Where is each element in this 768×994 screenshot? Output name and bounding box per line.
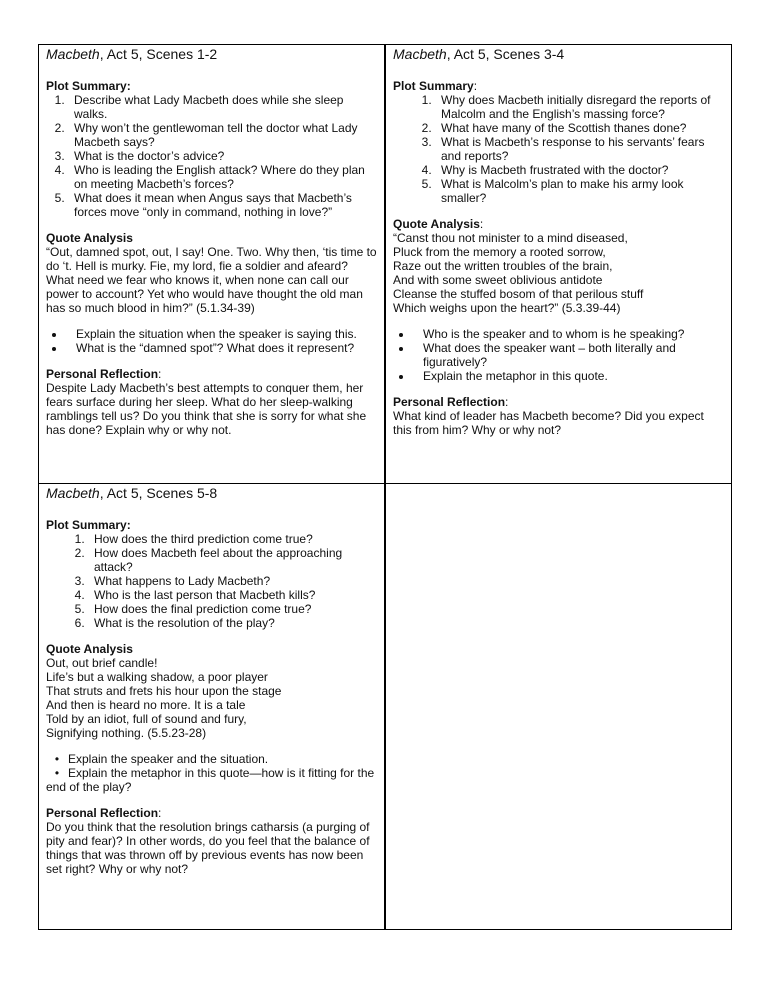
quote-text	[46, 656, 377, 740]
cell-title: Macbeth, Act 5, Scenes 5-8	[46, 485, 218, 501]
reflection-text: Do you think that the resolution brings catharsis (a purging of pity and fear)? In other words, do you feel that the balance of things that was thrown off by previous events has now been set right? Why or why not?	[46, 820, 370, 876]
plot-questions	[46, 93, 377, 219]
list-item: • Explain the metaphor in this quote.	[413, 369, 724, 383]
personal-reflection-heading: Personal Reflection:	[46, 367, 162, 381]
bullet-icon: •	[54, 752, 60, 766]
quote-line: Which weighs upon the heart?” (5.3.39-44)	[393, 301, 621, 315]
plot-summary-heading: Plot Summary:	[46, 79, 131, 93]
quote-text	[393, 231, 724, 315]
quote-line: “Canst thou not minister to a mind diseased,	[393, 231, 628, 245]
plot-questions	[46, 532, 377, 630]
quote-text: “Out, damned spot, out, I say! One. Two. Why then, ‘tis time to do ‘t. Hell is murky. Fie, my lord, fie a soldier and afeard? What need we fear who knows it, when none can call our power to account? Yet who would have thought the old man has so much blood in him?” (5.1.34-39)	[46, 245, 377, 315]
plot-summary-heading: Plot Summary:	[393, 79, 478, 93]
quote-line: Raze out the written troubles of the brain,	[393, 259, 613, 273]
personal-reflection-heading: Personal Reflection:	[393, 395, 509, 409]
list-item: • Explain the metaphor in this quote—how is it fitting for the end of the play?	[46, 766, 375, 794]
list-item: • Explain the situation when the speaker is saying this.	[66, 327, 377, 341]
list-item: 3. What happens to Lady Macbeth?	[88, 574, 377, 588]
list-item: 4. Who is leading the English attack? Where do they plan on meeting Macbeth’s forces?	[68, 163, 377, 191]
list-item: 2. Why won’t the gentlewoman tell the doctor what Lady Macbeth says?	[68, 121, 377, 149]
bullet-icon: •	[54, 766, 60, 780]
list-item: 1. Why does Macbeth initially disregard the reports of Malcolm and the English’s massing force?	[435, 93, 724, 121]
quote-analysis-heading: Quote Analysis	[46, 642, 133, 656]
cell-scenes-3-4	[385, 45, 732, 484]
cell-title: Macbeth, Act 5, Scenes 1-2	[46, 46, 218, 62]
quote-line: Out, out brief candle!	[46, 656, 158, 670]
quote-line: That struts and frets his hour upon the stage	[46, 684, 282, 698]
list-item: 5. What is Malcolm’s plan to make his army look smaller?	[435, 177, 724, 205]
empty-cell	[385, 484, 732, 930]
cell-title: Macbeth, Act 5, Scenes 3-4	[393, 46, 565, 62]
list-item: 6. What is the resolution of the play?	[88, 616, 377, 630]
quote-analysis-heading: Quote Analysis:	[393, 217, 484, 231]
list-item: • What is the “damned spot”? What does it represent?	[66, 341, 377, 355]
plot-summary-heading: Plot Summary:	[46, 518, 131, 532]
list-item: 1. Describe what Lady Macbeth does while she sleep walks.	[68, 93, 377, 121]
list-item: 2. What have many of the Scottish thanes done?	[435, 121, 724, 135]
list-item: 3. What is Macbeth’s response to his servants’ fears and reports?	[435, 135, 724, 163]
list-item: 1. How does the third prediction come true?	[88, 532, 377, 546]
quote-questions	[46, 752, 377, 794]
quote-line: Life’s but a walking shadow, a poor player	[46, 670, 268, 684]
personal-reflection-heading: Personal Reflection:	[46, 806, 162, 820]
quote-line: And with some sweet oblivious antidote	[393, 273, 603, 287]
quote-line: Signifying nothing. (5.5.23-28)	[46, 726, 207, 740]
list-item: 5. How does the final prediction come true?	[88, 602, 377, 616]
plot-questions	[393, 93, 724, 205]
worksheet-grid	[38, 44, 732, 930]
quote-line: Told by an idiot, full of sound and fury,	[46, 712, 247, 726]
list-item: • What does the speaker want – both literally and figuratively?	[413, 341, 724, 369]
list-item: 5. What does it mean when Angus says that Macbeth’s forces move “only in command, nothing in love?”	[68, 191, 377, 219]
quote-questions	[46, 327, 377, 355]
quote-line: Cleanse the stuffed bosom of that perilous stuff	[393, 287, 644, 301]
list-item: 4. Why is Macbeth frustrated with the doctor?	[435, 163, 724, 177]
list-item: • Who is the speaker and to whom is he speaking?	[413, 327, 724, 341]
list-item: • Explain the speaker and the situation.	[46, 752, 377, 766]
cell-scenes-5-8	[39, 484, 386, 930]
list-item: 4. Who is the last person that Macbeth kills?	[88, 588, 377, 602]
list-item: 2. How does Macbeth feel about the approaching attack?	[88, 546, 377, 574]
quote-line: Pluck from the memory a rooted sorrow,	[393, 245, 606, 259]
reflection-text: Despite Lady Macbeth’s best attempts to conquer them, her fears surface during her sleep. What do her sleep-walking ramblings tell us? Do you think that she is sorry for what she has done? Explain why or why not.	[46, 381, 367, 437]
quote-analysis-heading: Quote Analysis	[46, 231, 133, 245]
reflection-text: What kind of leader has Macbeth become? Did you expect this from him? Why or why not?	[393, 409, 704, 437]
cell-scenes-1-2	[39, 45, 386, 484]
quote-questions	[393, 327, 724, 383]
quote-line: And then is heard no more. It is a tale	[46, 698, 246, 712]
list-item: 3. What is the doctor’s advice?	[68, 149, 377, 163]
